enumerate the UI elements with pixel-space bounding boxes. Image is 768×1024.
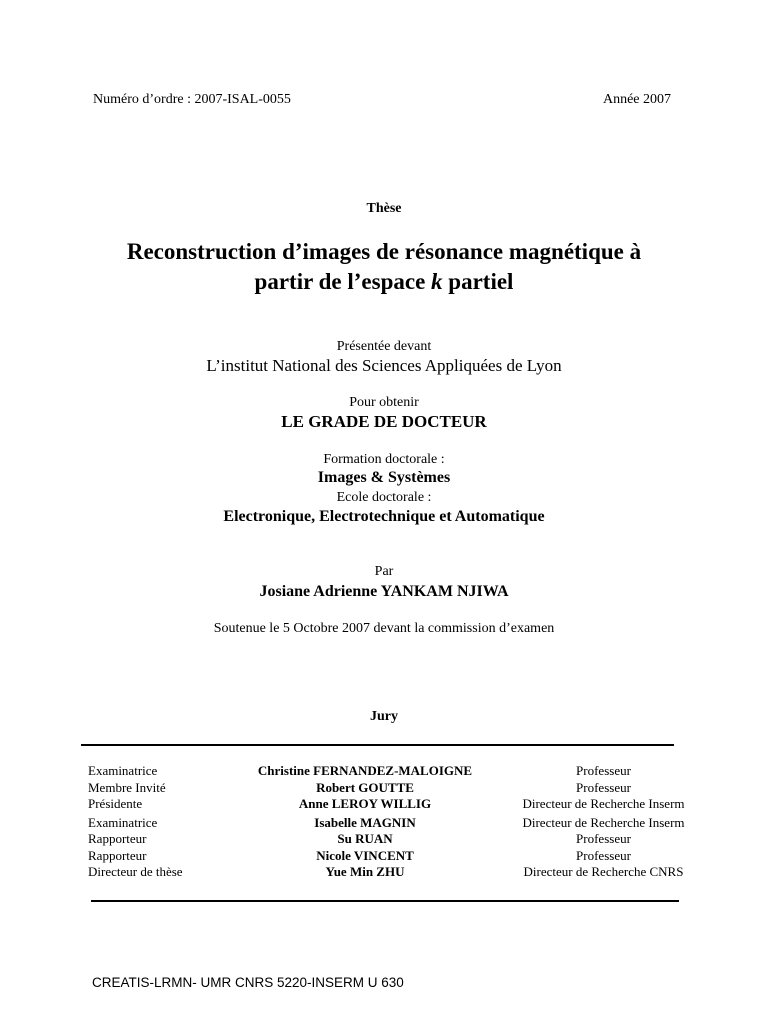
title-line2-post: partiel [442,269,514,294]
jury-name: Su RUAN [337,831,393,846]
jury-role: Membre Invité [88,779,166,795]
by-label: Par [374,564,394,579]
jury-title: Professeur [576,847,631,863]
jury-bottom-rule [91,900,679,902]
jury-title: Directeur de Recherche Inserm [522,814,685,830]
doctoral-training: Images & Systèmes [317,469,451,486]
jury-role: Rapporteur [88,847,147,863]
jury-title: Professeur [576,763,631,778]
title-line2-pre: partir de l’espace [254,269,432,294]
jury-titles-column [476,763,731,881]
author-name: Josiane Adrienne YANKAM NJIWA [259,583,509,600]
thesis-title-line2 [0,267,768,297]
jury-title: Professeur [576,831,631,846]
year-label: Année 2007 [602,92,671,107]
lab-footer: CREATIS-LRMN- UMR CNRS 5220-INSERM U 630 [92,975,404,990]
doctoral-training-label: Formation doctorale : [323,452,445,467]
jury-title: Directeur de Recherche CNRS [523,864,684,879]
order-number: Numéro d’ordre : 2007-ISAL-0055 [93,92,291,107]
jury-role: Examinatrice [88,814,158,830]
jury-name: Christine FERNANDEZ-MALOIGNE [257,763,473,778]
presented-before-label: Présentée devant [336,339,432,354]
jury-roles-column [88,763,183,881]
jury-title: Professeur [576,779,631,795]
jury-title: Directeur de Recherche Inserm [522,796,685,811]
doc-type: Thèse [366,201,402,216]
degree-name: LE GRADE DE DOCTEUR [281,412,487,431]
doctoral-school: Electronique, Electrotechnique et Automatique [223,508,545,525]
institution-name: L’institut National des Sciences Appliquées de Lyon [206,356,562,375]
jury-name: Robert GOUTTE [316,779,414,795]
doctoral-school-label: Ecole doctorale : [336,490,432,505]
jury-name: Yue Min ZHU [325,864,405,879]
jury-role: Rapporteur [88,831,147,846]
jury-role: Examinatrice [88,763,158,778]
thesis-title-line1: Reconstruction d’images de résonance magnétique à [126,239,642,264]
jury-top-rule [81,744,674,746]
jury-role: Directeur de thèse [88,864,183,879]
thesis-title [0,237,768,297]
jury-name: Anne LEROY WILLIG [298,796,432,811]
jury-role: Présidente [88,796,143,811]
jury-name: Nicole VINCENT [316,847,414,863]
jury-heading: Jury [370,709,398,724]
jury-name: Isabelle MAGNIN [314,814,416,830]
to-obtain-label: Pour obtenir [349,395,419,410]
title-line2-italic: k [431,269,443,294]
defense-statement: Soutenue le 5 Octobre 2007 devant la commission d’examen [213,621,555,636]
